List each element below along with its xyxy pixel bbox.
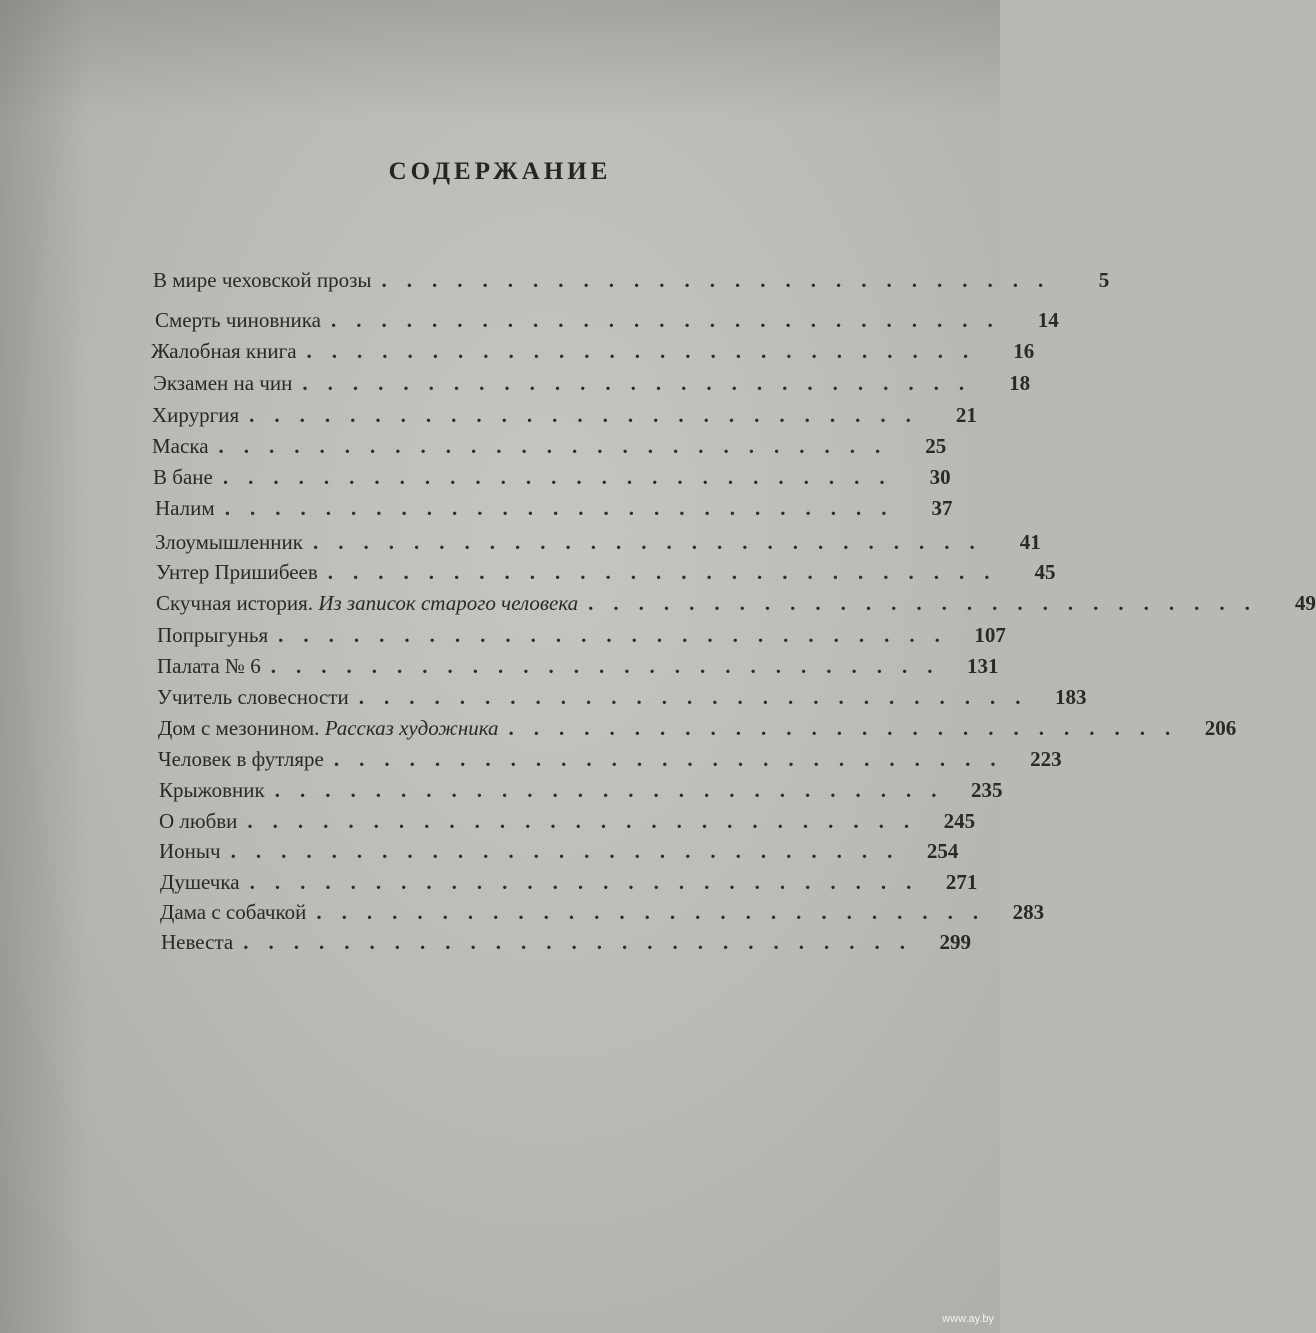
toc-entry xyxy=(159,807,976,835)
toc-entry xyxy=(156,558,1056,586)
toc-entry-page: 16 xyxy=(1013,339,1035,363)
toc-entry xyxy=(158,714,1237,742)
toc-entry-page: 37 xyxy=(931,496,953,520)
toc-entry-title: Налим xyxy=(155,496,215,520)
toc-entry-subtitle: Рассказ художника xyxy=(324,716,499,740)
toc-entry-page: 245 xyxy=(943,809,976,833)
leader-dots: ........................... xyxy=(230,839,913,863)
toc-entry-title: В бане xyxy=(153,465,213,489)
toc-entry-main-title: Скучная история. xyxy=(156,591,314,615)
leader-dots: ........................... xyxy=(249,870,932,894)
toc-entry-page: 283 xyxy=(1012,900,1045,924)
toc-entry-title: Попрыгунья xyxy=(157,623,269,647)
toc-entry-page: 271 xyxy=(945,870,978,894)
toc-entry-title: Хирургия xyxy=(152,403,240,427)
toc-entry xyxy=(153,369,1031,397)
leader-dots: ........................... xyxy=(247,809,930,833)
toc-entry-title: Злоумышленник xyxy=(155,530,303,554)
toc-entry xyxy=(160,868,978,896)
toc-entry-title: Учитель словесности xyxy=(157,685,349,709)
toc-entry-title: О любви xyxy=(159,809,238,833)
toc-entry xyxy=(159,776,1003,804)
toc-entry-page: 25 xyxy=(925,434,947,458)
toc-entry xyxy=(160,898,1045,926)
toc-entry-subtitle: Из записок старого человека xyxy=(318,591,579,615)
leader-dots: ........................... xyxy=(249,403,931,427)
leader-dots: ........................... xyxy=(312,530,995,554)
toc-entry-page: 223 xyxy=(1030,747,1062,771)
leader-dots: ........................... xyxy=(222,465,905,489)
toc-entry xyxy=(158,745,1062,773)
toc-entry xyxy=(153,463,951,491)
toc-entry xyxy=(157,652,999,680)
toc-entry-title: Палата № 6 xyxy=(157,654,261,678)
watermark: www.ay.by xyxy=(942,1313,994,1325)
toc-entry-page: 41 xyxy=(1019,530,1041,554)
leader-dots: ........................... xyxy=(306,339,989,363)
leader-dots: ........................... xyxy=(224,496,907,520)
toc-entry-page: 107 xyxy=(974,623,1006,647)
toc-entry-page: 14 xyxy=(1037,308,1059,332)
toc-entry xyxy=(155,528,1041,556)
toc-entry-title: Ионыч xyxy=(159,839,221,863)
toc-entry xyxy=(152,432,947,460)
toc-entry xyxy=(155,494,953,522)
toc-entry-title: Смерть чиновника xyxy=(155,308,321,332)
leader-dots: ........................... xyxy=(278,623,960,647)
toc-entry-page: 235 xyxy=(970,778,1003,802)
toc-entry-title: Унтер Пришибеев xyxy=(156,560,318,584)
toc-entry-title: Невеста xyxy=(161,930,234,954)
toc-entry-title: Душечка xyxy=(160,870,240,894)
leader-dots: ........................... xyxy=(508,716,1191,740)
leader-dots: ........................... xyxy=(218,434,901,458)
leader-dots: ........................... xyxy=(333,747,1016,771)
toc-entry-page: 30 xyxy=(929,465,951,489)
toc-entry xyxy=(151,337,1035,365)
toc-entry-page: 206 xyxy=(1204,716,1237,740)
toc-entry xyxy=(157,683,1087,711)
leader-dots: ........................... xyxy=(274,778,957,802)
toc-entry-page: 183 xyxy=(1054,685,1087,709)
leader-dots: ........................... xyxy=(330,308,1013,332)
toc-entry-page: 45 xyxy=(1034,560,1056,584)
leader-dots: ........................... xyxy=(327,560,1010,584)
page-title: СОДЕРЖАНИЕ xyxy=(388,158,612,185)
toc-entry-page: 18 xyxy=(1009,371,1031,395)
leader-dots: ........................... xyxy=(316,900,999,924)
toc-entry-title: Экзамен на чин xyxy=(153,371,293,395)
toc-entry xyxy=(161,928,971,956)
toc-entry-page: 49 xyxy=(1294,591,1316,615)
leader-dots: ........................... xyxy=(358,685,1041,709)
toc-entry-title: Жалобная книга xyxy=(151,339,297,363)
toc-entry-title: Человек в футляре xyxy=(158,747,324,771)
toc-entry-page: 131 xyxy=(966,654,999,678)
toc-entry-title xyxy=(158,714,499,742)
toc-entry-main-title: Дом с мезонином. xyxy=(158,716,320,740)
toc-entry-page: 5 xyxy=(1098,268,1110,292)
toc-entry-title: Дама с собачкой xyxy=(160,900,307,924)
leader-dots: ........................... xyxy=(270,654,953,678)
toc-entry xyxy=(159,837,959,865)
toc-entry-title xyxy=(156,589,578,617)
toc-entry xyxy=(153,266,1110,294)
toc-entry-title: Маска xyxy=(152,434,209,458)
leader-dots: ........................... xyxy=(302,371,985,395)
toc-entry-title: В мире чеховской прозы xyxy=(153,268,372,292)
toc-entry-title: Крыжовник xyxy=(159,778,265,802)
toc-entry xyxy=(157,621,1006,649)
leader-dots: ........................... xyxy=(588,591,1270,615)
leader-dots: ........................... xyxy=(381,268,1064,292)
toc-entry-page: 21 xyxy=(955,403,977,427)
toc-entry xyxy=(155,306,1059,334)
toc-entry-page: 254 xyxy=(926,839,959,863)
toc-entry-page: 299 xyxy=(939,930,971,954)
toc-entry xyxy=(156,589,1316,617)
toc-entry xyxy=(152,401,977,429)
leader-dots: ........................... xyxy=(243,930,925,954)
